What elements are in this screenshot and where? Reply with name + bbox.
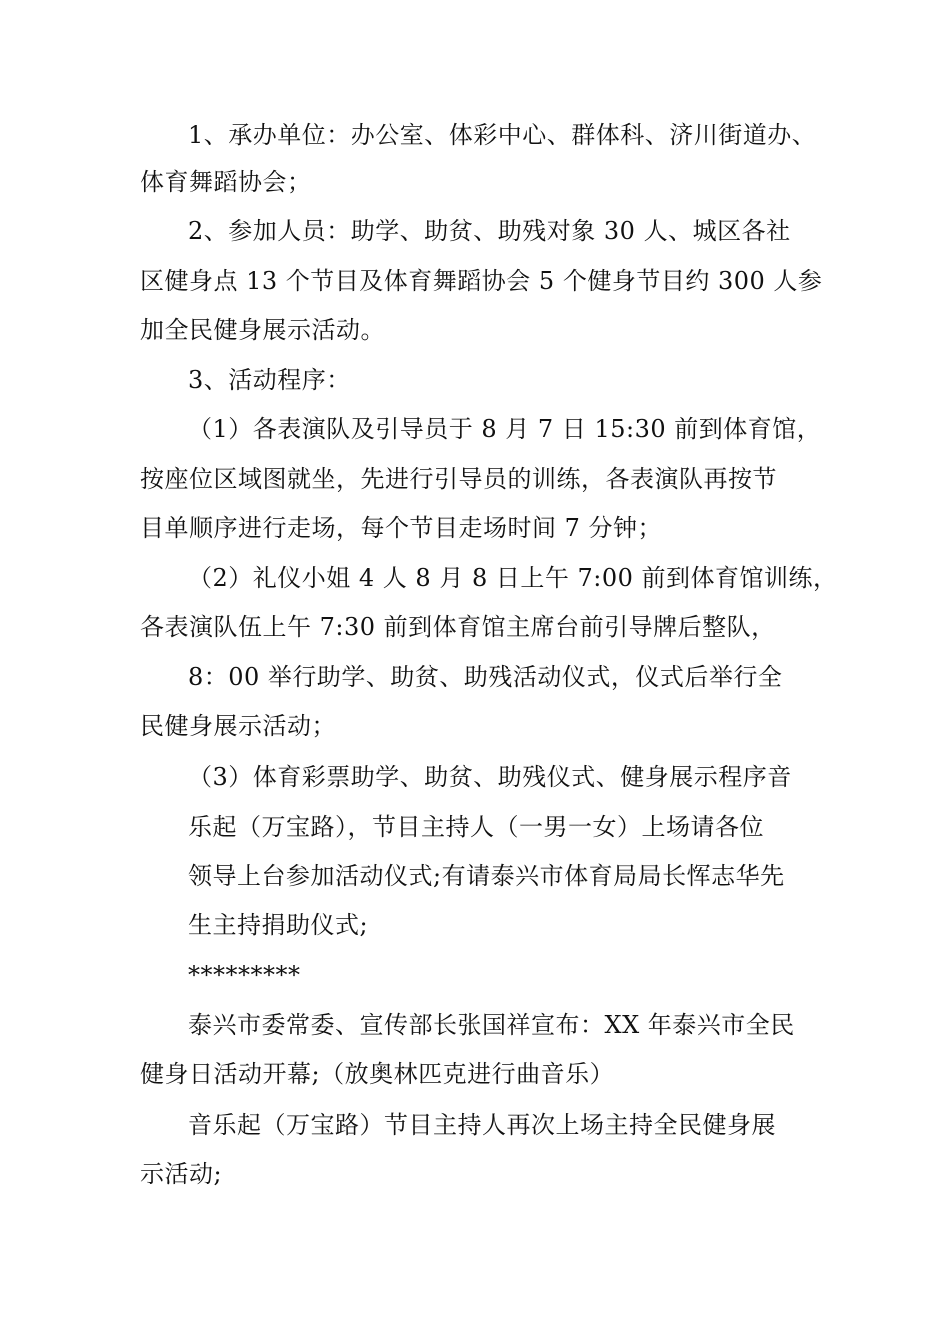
paragraph-line: 区健身点 13 个节目及体育舞蹈协会 5 个健身节目约 300 人参	[140, 267, 823, 295]
paragraph-line: （2）礼仪小姐 4 人 8 月 8 日上午 7:00 前到体育馆训练，	[188, 564, 838, 592]
paragraph-line: 健身日活动开幕;（放奥林匹克进行曲音乐）	[140, 1060, 615, 1088]
paragraph-line: 乐起（万宝路），节目主持人（一男一女）上场请各位	[188, 813, 764, 841]
paragraph-line: 生主持捐助仪式;	[188, 911, 369, 939]
section-heading: 3、活动程序：	[188, 366, 351, 394]
paragraph-line: 民健身展示活动；	[140, 712, 336, 740]
paragraph-line: 8：00 举行助学、助贫、助残活动仪式，仪式后举行全	[188, 663, 783, 691]
paragraph-line: 加全民健身展示活动。	[140, 316, 385, 344]
paragraph-line: 示活动;	[140, 1160, 223, 1188]
paragraph-line: 各表演队伍上午 7:30 前到体育馆主席台前引导牌后整队，	[140, 613, 776, 641]
separator-asterisks: *********	[188, 961, 301, 989]
paragraph-line: （1）各表演队及引导员于 8 月 7 日 15:30 前到体育馆，	[188, 415, 822, 443]
paragraph-line: 领导上台参加活动仪式;有请泰兴市体育局局长恽志华先	[188, 862, 785, 890]
paragraph-line: 1、承办单位：办公室、体彩中心、群体科、济川街道办、	[188, 121, 817, 149]
paragraph-line: 体育舞蹈协会；	[140, 168, 312, 196]
paragraph-line: 按座位区域图就坐，先进行引导员的训练，各表演队再按节	[140, 465, 777, 493]
paragraph-line: 音乐起（万宝路）节目主持人再次上场主持全民健身展	[188, 1111, 776, 1139]
paragraph-line: 泰兴市委常委、宣传部长张国祥宣布：XX 年泰兴市全民	[188, 1011, 795, 1039]
paragraph-line: 2、参加人员：助学、助贫、助残对象 30 人、城区各社	[188, 217, 791, 245]
paragraph-line: （3）体育彩票助学、助贫、助残仪式、健身展示程序音	[188, 763, 792, 791]
paragraph-line: 目单顺序进行走场，每个节目走场时间 7 分钟；	[140, 514, 663, 542]
